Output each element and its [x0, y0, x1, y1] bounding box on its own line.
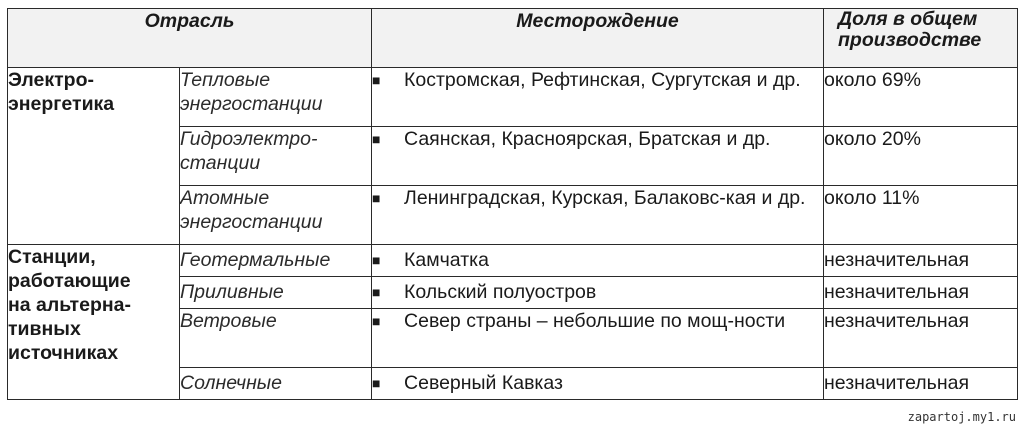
station-type-cell: Гидроэлектро- станции — [180, 127, 372, 186]
bullet-icon: ■ — [372, 313, 381, 329]
bullet-icon: ■ — [372, 190, 381, 206]
bullet-icon: ■ — [372, 131, 381, 147]
share-cell: около 20% — [824, 127, 1018, 186]
station-type-cell: Геотермальные — [180, 245, 372, 277]
table-row — [8, 245, 1018, 277]
table-header-row — [8, 9, 1018, 68]
table-row — [8, 68, 1018, 127]
share-cell: незначительная — [824, 368, 1018, 400]
deposit-cell: ■ Ленинградская, Курская, Балаковс-кая и др. — [372, 186, 824, 245]
industry-cell: Станции, работающие на альтерна- тивных источниках — [8, 245, 180, 400]
header-share-line1: Доля в общем — [838, 8, 978, 30]
share-cell: незначительная — [824, 309, 1018, 368]
header-share — [824, 9, 1018, 68]
station-type-cell: Ветровые — [180, 309, 372, 368]
station-type-cell: Приливные — [180, 277, 372, 309]
watermark: zapartoj.my1.ru — [907, 410, 1016, 424]
deposit-cell: ■ Камчатка — [372, 245, 824, 277]
deposit-cell: ■ Северный Кавказ — [372, 368, 824, 400]
station-type-cell: Тепловые энергостанции — [180, 68, 372, 127]
share-cell: около 69% — [824, 68, 1018, 127]
deposit-cell: ■ Саянская, Красноярская, Братская и др. — [372, 127, 824, 186]
share-cell: незначительная — [824, 277, 1018, 309]
header-deposit: Месторождение — [372, 9, 824, 68]
station-type-cell: Солнечные — [180, 368, 372, 400]
bullet-icon: ■ — [372, 252, 381, 268]
bullet-icon: ■ — [372, 72, 381, 88]
deposit-cell: ■ Север страны – небольшие по мощ-ности — [372, 309, 824, 368]
industry-cell: Электро- энергетика — [8, 68, 180, 245]
header-industry: Отрасль — [8, 9, 372, 68]
bullet-icon: ■ — [372, 375, 381, 391]
deposit-cell: ■ Костромская, Рефтинская, Сургутская и др. — [372, 68, 824, 127]
share-cell: около 11% — [824, 186, 1018, 245]
bullet-icon: ■ — [372, 284, 381, 300]
station-type-cell: Атомные энергостанции — [180, 186, 372, 245]
share-cell: незначительная — [824, 245, 1018, 277]
header-share-line2: производстве — [838, 29, 982, 51]
deposit-cell: ■ Кольский полуостров — [372, 277, 824, 309]
energy-table — [7, 8, 1018, 400]
